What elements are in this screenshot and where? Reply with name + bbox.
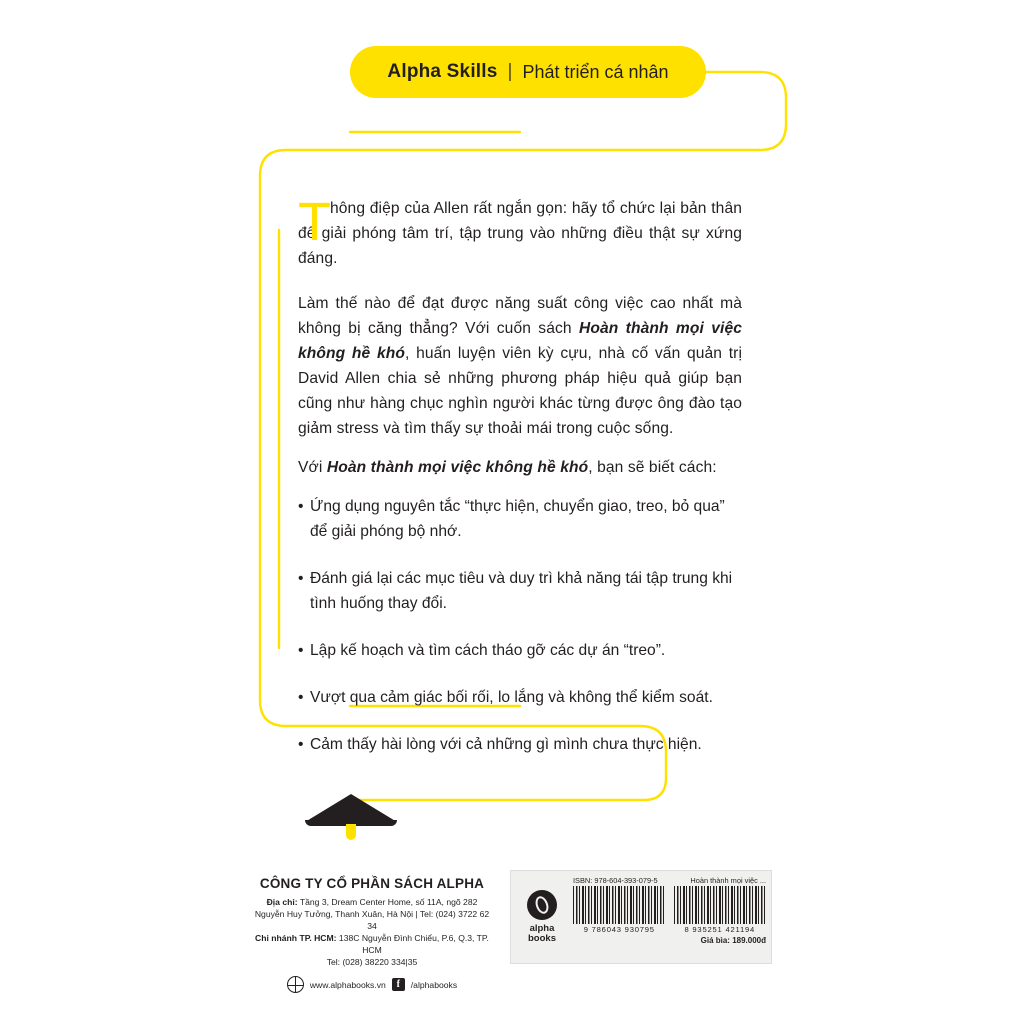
paragraph-2	[298, 291, 742, 441]
lamp-icon	[305, 788, 397, 848]
branch-line-2: Tel: (028) 38220 334|35	[326, 957, 418, 967]
branch-text-1: 138C Nguyễn Đình Chiểu, P.6, Q.3, TP. HCM	[338, 933, 489, 955]
paragraph-2-part1: Làm thế nào để đạt được năng suất công việc cao nhất mà không bị căng thẳng? Với cuốn sách	[298, 295, 742, 337]
alpha-mark-icon	[527, 890, 557, 920]
benefit-list	[298, 494, 742, 757]
list-item: • Ứng dụng nguyên tắc “thực hiện, chuyển giao, treo, bỏ qua” để giải phóng bộ nhớ.	[298, 494, 742, 544]
list-item: • Vượt qua cảm giác bối rối, lo lắng và không thể kiểm soát.	[298, 685, 742, 710]
branch-line-1	[252, 932, 492, 956]
isbn-details	[573, 871, 771, 963]
barcode-isbn	[573, 886, 666, 959]
paragraph-2-book-title: Hoàn thành mọi việc không hề khó	[298, 320, 742, 362]
paragraph-3	[298, 455, 742, 480]
isbn-barcode-panel	[510, 870, 772, 964]
address-line-2: Nguyễn Huy Tưởng, Thanh Xuân, Hà Nội | Tel: (024) 3722 62 34	[254, 909, 490, 931]
list-item: • Lập kế hoạch và tìm cách tháo gỡ các dự án “treo”.	[298, 638, 742, 663]
badge-separator: |	[507, 61, 513, 82]
paragraph-3-book-title: Hoàn thành mọi việc không hề khó	[326, 459, 589, 476]
website-url[interactable]: www.alphabooks.vn	[309, 979, 386, 990]
lead-paragraph-text: hông điệp của Allen rất ngắn gọn: hãy tổ chức lại bản thân để giải phóng tâm trí, tập trung vào những điều thật sự xứng đáng.	[298, 200, 742, 267]
list-item: • Cảm thấy hài lòng với cả những gì mình chưa thực hiện.	[298, 732, 742, 757]
paragraph-3-part2: , bạn sẽ biết cách:	[588, 459, 717, 476]
price-label: Giá bìa: 189.000đ	[700, 936, 766, 945]
paragraph-3-part1: Với	[298, 459, 327, 476]
barcode-row	[573, 886, 766, 959]
badge-subtitle: Phát triển cá nhân	[522, 61, 669, 82]
address-text-1: Tầng 3, Dream Center Home, số 11A, ngõ 282	[299, 897, 478, 907]
alpha-books-logo	[511, 871, 573, 963]
facebook-handle[interactable]: /alphabooks	[410, 979, 458, 990]
barcode-digits-right: 8 935251 421194	[684, 925, 756, 934]
branch-label: Chi nhánh TP. HCM:	[255, 933, 337, 943]
address-line-1	[252, 896, 492, 908]
lead-paragraph	[298, 192, 742, 274]
barcode-bars-right	[674, 886, 767, 924]
barcode-digits-left: 9 786043 930795	[583, 925, 655, 934]
facebook-icon[interactable]: f	[392, 978, 405, 991]
alpha-logo-line2: books	[528, 933, 556, 944]
social-row	[252, 976, 492, 993]
drop-cap: T	[298, 192, 332, 252]
lamp-shade	[305, 794, 397, 822]
alpha-logo-line1: alpha	[529, 923, 555, 934]
barcode-bars-left	[573, 886, 666, 924]
list-item: • Đánh giá lại các mục tiêu và duy trì khả năng tái tập trung khi tình huống thay đổi.	[298, 566, 742, 616]
isbn-number: ISBN: 978-604-393-079-5	[573, 876, 658, 885]
address-label: Địa chỉ:	[266, 897, 298, 907]
publisher-name: CÔNG TY CỔ PHẦN SÁCH ALPHA	[259, 876, 485, 891]
globe-icon	[287, 976, 304, 993]
publisher-info	[252, 876, 492, 993]
isbn-topline	[573, 876, 766, 885]
back-cover-copy	[298, 192, 743, 779]
header-badge	[350, 46, 706, 98]
isbn-book-title: Hoàn thành mọi việc ...	[690, 876, 766, 885]
lamp-bulb	[346, 824, 356, 840]
paragraph-2-part2: , huấn luyện viên kỳ cựu, nhà cố vấn quản trị David Allen chia sẻ những phương pháp hiệu quả giúp bạn cũng như hàng chục nghìn người khác từng được ông đào tạo giảm stress và tìm thấy sự thoải mái trong cuộc sống.	[298, 345, 743, 437]
alpha-logo-text	[528, 924, 556, 944]
barcode-price	[674, 886, 767, 959]
brand-title: Alpha Skills	[387, 61, 498, 82]
